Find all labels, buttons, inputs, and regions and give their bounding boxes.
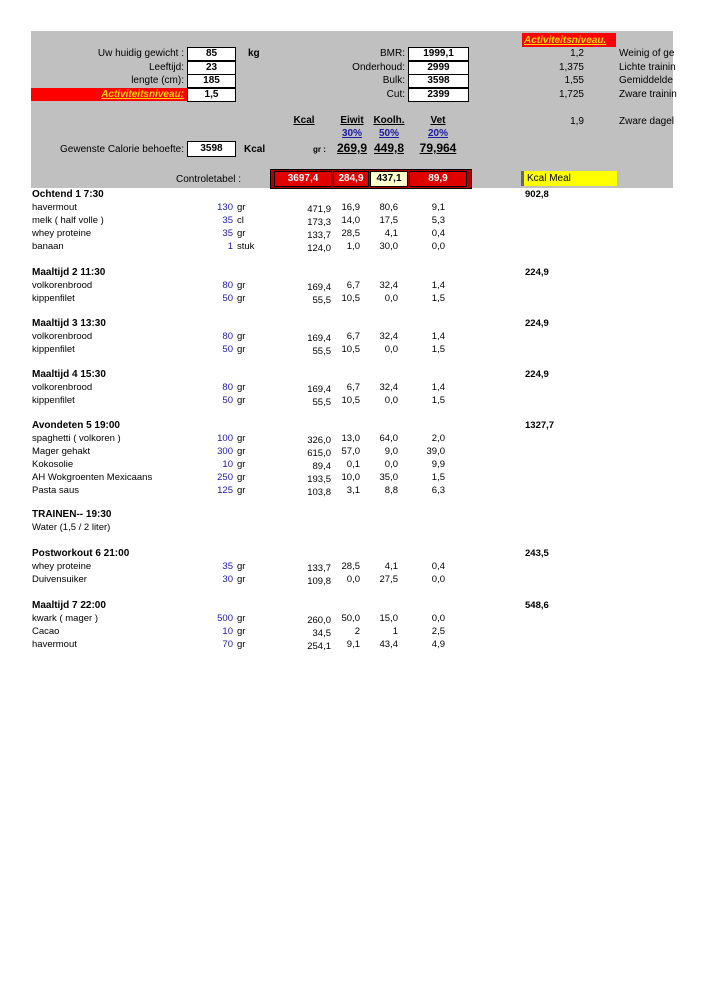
control-fat: 89,9 — [409, 171, 467, 187]
food-name: AH Wokgroenten Mexicaans — [32, 471, 153, 483]
food-carbs: 0,0 — [384, 292, 398, 304]
protein-pct[interactable]: 30% — [341, 128, 362, 139]
food-kcal: 326,0 — [307, 435, 331, 446]
food-fat: 39,0 — [426, 445, 445, 457]
food-quantity: 50 — [222, 292, 233, 304]
food-unit: gr — [237, 471, 246, 483]
control-table-label: Controletabel : — [176, 174, 242, 185]
food-quantity: 100 — [217, 433, 233, 444]
activity-label: Activiteitsniveau: — [101, 89, 184, 100]
height-label: lengte (cm): — [131, 75, 184, 86]
food-kcal: 133,7 — [307, 229, 331, 241]
food-fat: 2,5 — [431, 625, 445, 637]
food-name: Kokosolie — [32, 458, 74, 470]
carbs-pct[interactable]: 50% — [378, 128, 399, 139]
food-row — [0, 344, 707, 357]
food-name: kippenfilet — [32, 292, 75, 304]
activity-level-value: 1,9 — [570, 116, 584, 127]
food-quantity: 80 — [222, 382, 233, 393]
food-protein: 10,5 — [341, 394, 360, 406]
food-row — [0, 395, 707, 408]
carbs-grams: 449,8 — [373, 141, 405, 155]
control-protein: 284,9 — [333, 171, 369, 187]
food-quantity: 500 — [217, 613, 233, 624]
food-kcal: 169,4 — [307, 384, 331, 395]
food-protein: 3,1 — [346, 484, 360, 496]
meal-title: Maaltijd 4 15:30 — [32, 369, 106, 380]
food-quantity: 35 — [222, 214, 233, 226]
activity-level-value: 1,375 — [558, 62, 584, 73]
bmr-label: BMR: — [380, 48, 405, 59]
food-fat: 4,9 — [431, 638, 445, 650]
food-carbs: 64,0 — [379, 433, 398, 444]
food-carbs: 17,5 — [379, 214, 398, 226]
food-row — [0, 241, 707, 254]
meal-title: Maaltijd 2 11:30 — [32, 267, 106, 278]
food-fat: 6,3 — [431, 484, 445, 496]
food-row — [0, 280, 707, 293]
food-protein: 14,0 — [341, 214, 360, 226]
food-unit: gr — [237, 638, 246, 650]
food-carbs: 80,6 — [379, 202, 398, 213]
food-name: havermout — [32, 638, 77, 650]
food-row — [0, 446, 707, 459]
food-unit: stuk — [237, 240, 255, 252]
food-name: volkorenbrood — [32, 382, 93, 393]
food-unit: gr — [237, 613, 246, 624]
food-unit: gr — [237, 202, 246, 213]
food-kcal: 55,5 — [312, 294, 331, 306]
food-quantity: 50 — [222, 394, 233, 406]
food-name: Water (1,5 / 2 liter) — [32, 522, 111, 533]
fat-grams: 79,964 — [419, 141, 457, 155]
food-unit: gr — [237, 573, 246, 585]
food-row — [0, 522, 707, 535]
food-name: havermout — [32, 202, 77, 213]
food-protein: 9,1 — [346, 638, 360, 650]
food-name: Cacao — [32, 625, 60, 637]
food-protein: 0,0 — [346, 573, 360, 585]
food-row — [0, 202, 707, 215]
meal-title: Ochtend 1 7:30 — [32, 189, 104, 200]
food-fat: 0,4 — [431, 561, 445, 572]
food-row — [0, 639, 707, 652]
food-carbs: 15,0 — [379, 613, 398, 624]
food-fat: 1,4 — [431, 382, 445, 393]
food-protein: 50,0 — [341, 613, 360, 624]
food-carbs: 32,4 — [379, 331, 398, 342]
food-protein: 28,5 — [341, 227, 360, 239]
food-name: whey proteine — [32, 561, 92, 572]
food-unit: gr — [237, 484, 246, 496]
food-quantity: 50 — [222, 343, 233, 355]
gram-label: gr : — [313, 145, 326, 154]
food-fat: 1,5 — [431, 292, 445, 304]
cut-label: Cut: — [386, 89, 405, 100]
food-carbs: 43,4 — [379, 638, 398, 650]
age-input[interactable]: 23 — [187, 61, 236, 75]
food-unit: gr — [237, 625, 246, 637]
carbs-header: Koolh. — [373, 115, 405, 126]
food-row — [0, 215, 707, 228]
food-name: Duivensuiker — [32, 573, 87, 585]
meal-kcal-total: 1327,7 — [525, 420, 555, 431]
food-name: spaghetti ( volkoren ) — [32, 433, 121, 444]
food-quantity: 125 — [217, 484, 233, 496]
height-input[interactable]: 185 — [187, 74, 236, 88]
food-kcal: 169,4 — [307, 333, 331, 344]
food-kcal: 193,5 — [307, 473, 331, 485]
weight-unit: kg — [248, 48, 260, 59]
food-name: melk ( half volle ) — [32, 214, 104, 226]
food-unit: gr — [237, 292, 246, 304]
food-quantity: 30 — [222, 573, 233, 585]
maintenance-value: 2999 — [408, 61, 469, 75]
kcal-meal-header: Kcal Meal — [521, 171, 617, 186]
food-protein: 28,5 — [341, 561, 360, 572]
food-name: Mager gehakt — [32, 445, 91, 457]
food-quantity: 250 — [217, 471, 233, 483]
food-protein: 10,0 — [341, 471, 360, 483]
food-quantity: 10 — [222, 625, 233, 637]
activity-input[interactable]: 1,5 — [187, 88, 236, 102]
food-carbs: 32,4 — [379, 280, 398, 291]
food-kcal: 103,8 — [307, 486, 331, 498]
food-name: banaan — [32, 240, 64, 252]
food-carbs: 4,1 — [384, 561, 398, 572]
food-protein: 57,0 — [341, 445, 360, 457]
food-protein: 0,1 — [346, 458, 360, 470]
food-carbs: 32,4 — [379, 382, 398, 393]
food-kcal: 133,7 — [307, 563, 331, 574]
food-fat: 9,9 — [431, 458, 445, 470]
food-row — [0, 613, 707, 626]
food-unit: gr — [237, 433, 246, 444]
food-fat: 9,1 — [431, 202, 445, 213]
food-unit: gr — [237, 227, 246, 239]
food-quantity: 70 — [222, 638, 233, 650]
food-row — [0, 433, 707, 446]
fat-pct[interactable]: 20% — [427, 128, 448, 139]
activity-level-desc: Lichte trainin — [619, 62, 676, 73]
food-fat: 1,4 — [431, 280, 445, 291]
food-unit: gr — [237, 394, 246, 406]
food-quantity: 35 — [222, 561, 233, 572]
meal-title: TRAINEN-- 19:30 — [32, 509, 112, 520]
activity-level-value: 1,2 — [570, 48, 584, 59]
food-carbs: 35,0 — [379, 471, 398, 483]
food-protein: 6,7 — [346, 331, 360, 342]
food-name: volkorenbrood — [32, 331, 93, 342]
food-kcal: 89,4 — [312, 460, 331, 472]
control-carbs: 437,1 — [370, 171, 408, 187]
food-unit: gr — [237, 458, 246, 470]
food-fat: 0,0 — [431, 573, 445, 585]
meal-kcal-total: 224,9 — [525, 318, 549, 329]
food-quantity: 80 — [222, 331, 233, 342]
food-quantity: 300 — [217, 445, 233, 457]
food-kcal: 615,0 — [307, 447, 331, 459]
food-kcal: 55,5 — [312, 396, 331, 408]
food-protein: 6,7 — [346, 280, 360, 291]
food-protein: 2 — [354, 625, 360, 637]
food-quantity: 130 — [217, 202, 233, 213]
food-row — [0, 382, 707, 395]
meal-title: Maaltijd 7 22:00 — [32, 600, 106, 611]
kcal-header: Kcal — [293, 115, 315, 126]
food-unit: gr — [237, 445, 246, 457]
food-fat: 2,0 — [431, 433, 445, 444]
food-row — [0, 485, 707, 498]
food-carbs: 1 — [392, 625, 398, 637]
food-row — [0, 561, 707, 574]
maintenance-label: Onderhoud: — [352, 62, 405, 73]
weight-label: Uw huidig gewicht : — [97, 48, 184, 59]
desired-calorie-label: Gewenste Calorie behoefte: — [60, 144, 184, 155]
food-row — [0, 626, 707, 639]
food-protein: 1,0 — [346, 240, 360, 252]
food-kcal: 124,0 — [307, 242, 331, 254]
food-unit: gr — [237, 280, 246, 291]
activity-levels-title: Activiteitsniveau. — [524, 35, 607, 46]
protein-grams: 269,9 — [336, 141, 368, 155]
food-fat: 0,0 — [431, 240, 445, 252]
activity-level-value: 1,55 — [564, 75, 584, 86]
food-protein: 13,0 — [341, 433, 360, 444]
food-quantity: 80 — [222, 280, 233, 291]
bulk-value: 3598 — [408, 74, 469, 88]
food-carbs: 9,0 — [384, 445, 398, 457]
food-name: kippenfilet — [32, 343, 75, 355]
food-kcal: 109,8 — [307, 575, 331, 587]
control-kcal: 3697,4 — [274, 171, 332, 187]
food-quantity: 1 — [227, 240, 233, 252]
food-row — [0, 228, 707, 241]
age-label: Leeftijd: — [148, 62, 184, 73]
bmr-value: 1999,1 — [408, 47, 469, 61]
meal-kcal-total: 224,9 — [525, 369, 549, 380]
cut-value: 2399 — [408, 88, 469, 102]
food-unit: gr — [237, 343, 246, 355]
food-carbs: 27,5 — [379, 573, 398, 585]
food-unit: gr — [237, 331, 246, 342]
weight-input[interactable]: 85 — [187, 47, 236, 61]
food-row — [0, 459, 707, 472]
food-fat: 1,4 — [431, 331, 445, 342]
food-protein: 10,5 — [341, 343, 360, 355]
food-kcal: 254,1 — [307, 640, 331, 652]
food-kcal: 34,5 — [312, 627, 331, 639]
food-kcal: 260,0 — [307, 615, 331, 626]
meal-title: Maaltijd 3 13:30 — [32, 318, 106, 329]
food-kcal: 471,9 — [307, 204, 331, 215]
activity-level-desc: Zware trainin — [619, 89, 677, 100]
food-name: Pasta saus — [32, 484, 79, 496]
food-quantity: 10 — [222, 458, 233, 470]
food-name: whey proteine — [32, 227, 92, 239]
food-carbs: 0,0 — [384, 394, 398, 406]
food-carbs: 30,0 — [379, 240, 398, 252]
food-fat: 1,5 — [431, 471, 445, 483]
activity-level-desc: Gemiddelde — [619, 75, 673, 86]
food-protein: 6,7 — [346, 382, 360, 393]
meal-kcal-total: 902,8 — [525, 189, 549, 200]
food-name: kwark ( mager ) — [32, 613, 98, 624]
food-name: volkorenbrood — [32, 280, 93, 291]
food-unit: gr — [237, 382, 246, 393]
food-kcal: 173,3 — [307, 216, 331, 228]
food-carbs: 8,8 — [384, 484, 398, 496]
food-unit: cl — [237, 214, 244, 226]
meal-title: Avondeten 5 19:00 — [32, 420, 120, 431]
food-unit: gr — [237, 561, 246, 572]
food-kcal: 55,5 — [312, 345, 331, 357]
desired-calorie-value[interactable]: 3598 — [187, 141, 236, 157]
food-row — [0, 574, 707, 587]
food-protein: 16,9 — [341, 202, 360, 213]
food-fat: 0,4 — [431, 227, 445, 239]
desired-calorie-unit: Kcal — [244, 144, 266, 155]
meal-kcal-total: 224,9 — [525, 267, 549, 278]
food-carbs: 0,0 — [384, 343, 398, 355]
food-fat: 0,0 — [431, 613, 445, 624]
fat-header: Vet — [430, 115, 446, 126]
food-protein: 10,5 — [341, 292, 360, 304]
food-kcal: 169,4 — [307, 282, 331, 293]
bulk-label: Bulk: — [382, 75, 405, 86]
food-row — [0, 472, 707, 485]
activity-level-desc: Zware dagel — [619, 116, 675, 127]
food-row — [0, 331, 707, 344]
activity-level-value: 1,725 — [558, 89, 584, 100]
food-quantity: 35 — [222, 227, 233, 239]
meal-kcal-total: 548,6 — [525, 600, 549, 611]
food-name: kippenfilet — [32, 394, 75, 406]
food-fat: 5,3 — [431, 214, 445, 226]
activity-level-desc: Weinig of ge — [619, 48, 675, 59]
food-fat: 1,5 — [431, 343, 445, 355]
food-carbs: 4,1 — [384, 227, 398, 239]
meal-title: Postworkout 6 21:00 — [32, 548, 130, 559]
food-carbs: 0,0 — [384, 458, 398, 470]
meal-kcal-total: 243,5 — [525, 548, 549, 559]
food-row — [0, 293, 707, 306]
food-fat: 1,5 — [431, 394, 445, 406]
protein-header: Eiwit — [340, 115, 364, 126]
